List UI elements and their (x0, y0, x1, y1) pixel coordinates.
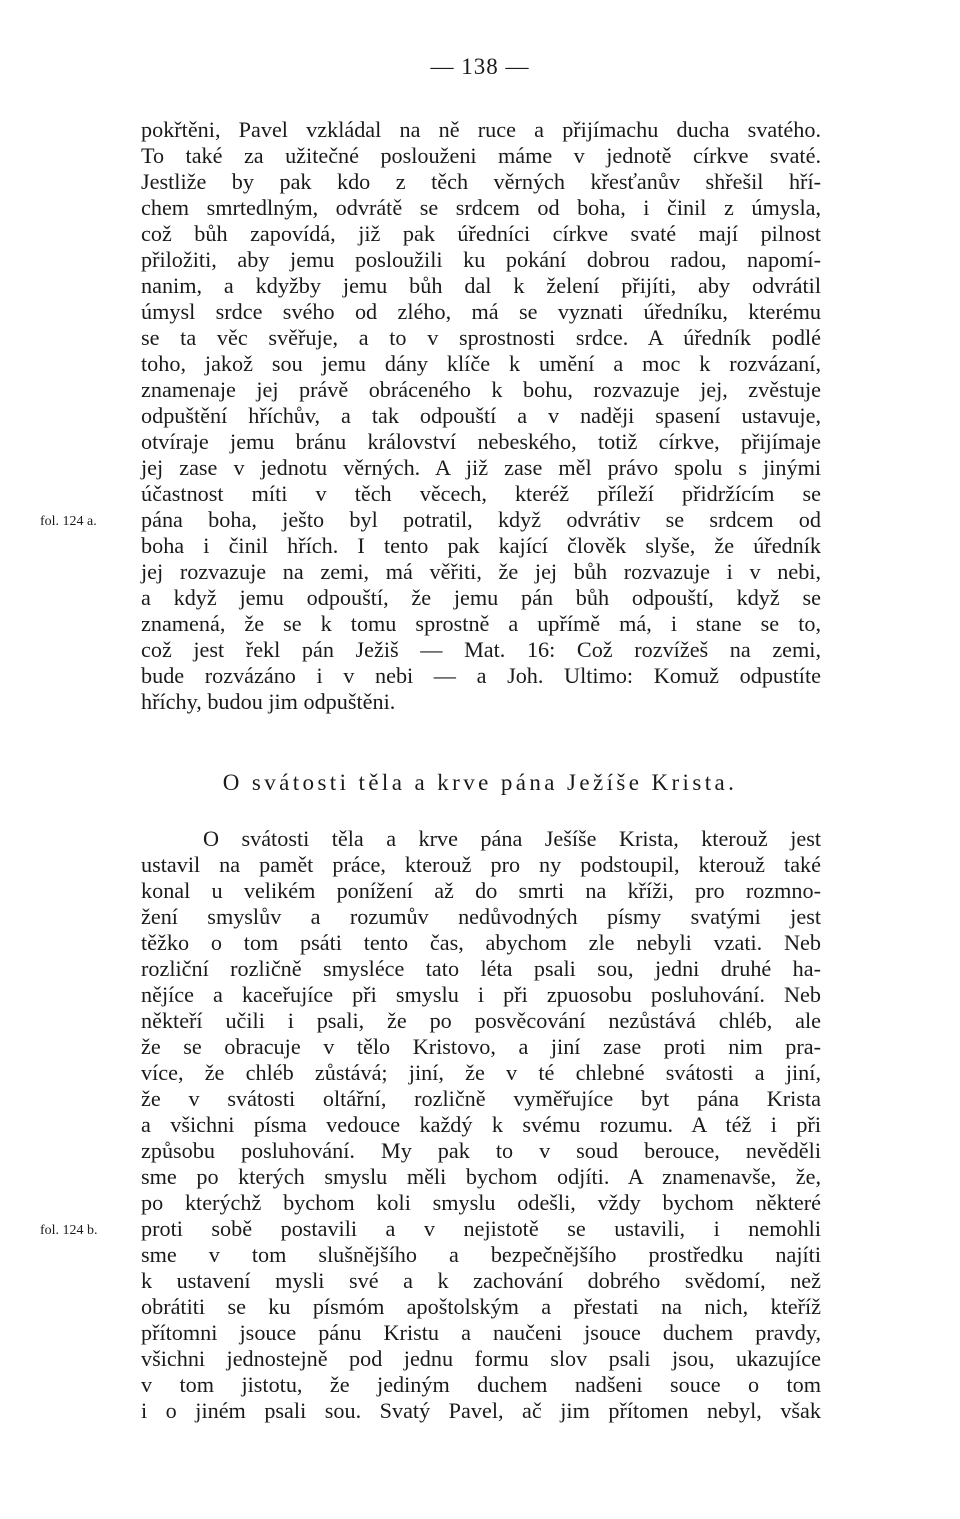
text-line: že v svátosti oltářní, rozličně vyměřujíce byt pána Krista (141, 1086, 821, 1111)
text-line: a když jemu odpouští, že jemu pán bůh odpouští, když se (141, 585, 821, 610)
text-line: což jest řekl pán Ježiš — Mat. 16: Což rozvížeš na zemi, (141, 637, 821, 662)
text-line: účastnost míti v těch věcech, kteréž příleží přidržícím se (141, 481, 821, 506)
text-line: nanim, a kdyžby jemu bůh dal k želení přijíti, aby odvrátil (141, 273, 821, 298)
text-line: více, že chléb zůstává; jiní, že v té chlebné svátosti a jiní, (141, 1060, 821, 1085)
text-line: k ustavení mysli své a k zachování dobrého svědomí, než (141, 1268, 821, 1293)
text-line: jej rozvazuje na zemi, má věřiti, že jej bůh rozvazuje i v nebi, (141, 559, 821, 584)
text-line: obrátiti se ku písmóm apoštolským a přestati na nich, kteříž (141, 1294, 821, 1319)
text-line: boha i činil hřích. I tento pak kající člověk slyše, že úředník (141, 533, 821, 558)
text-line: nějíce a kaceřujíce při smyslu i při zpuosobu posluhování. Neb (141, 982, 821, 1007)
text-line: O svátosti těla a krve pána Ješíše Krista, kterouž jest (203, 826, 821, 851)
text-line: přítomni jsouce pánu Kristu a naučeni jsouce duchem pravdy, (141, 1320, 821, 1345)
text-line: hříchy, budou jim odpuštěni. (141, 689, 396, 714)
text-line: chem smrtedlným, odvrátě se srdcem od boha, i činil z úmysla, (141, 195, 821, 220)
text-line: že se obracuje v tělo Kristovo, a jiní zase proti nim pra- (141, 1034, 821, 1059)
text-line: To také za užitečné poslouženi máme v jednotě církve svaté. (141, 143, 821, 168)
text-line: v tom jistotu, že jediným duchem nadšeni souce o tom (141, 1372, 821, 1397)
section-heading: O svátosti těla a krve pána Ježíše Krista. (222, 770, 738, 795)
text-line: způsobu posluhování. My pak to v soud berouce, nevěděli (141, 1138, 821, 1163)
margin-note-folio: fol. 124 a. (40, 514, 97, 529)
text-line: proti sobě postavili a v nejistotě se ustavili, i nemohli (141, 1216, 821, 1241)
text-line: po kterýchž bychom koli smyslu odešli, vždy bychom některé (141, 1190, 821, 1215)
text-line: rozliční rozličně smysléce tato léta psali sou, jedni druhé ha- (141, 956, 821, 981)
text-line: se ta věc svěřuje, a to v sprostnosti srdce. A úředník podlé (141, 325, 821, 350)
text-line: i o jiném psali sou. Svatý Pavel, ač jim přítomen nebyl, však (141, 1398, 821, 1423)
text-line: znamenaje jej právě obráceného k bohu, rozvazuje jej, zvěstuje (141, 377, 821, 402)
text-line: odpuštění hříchův, a tak odpouští a v naději spasení ustavuje, (141, 403, 821, 428)
text-line: přiložiti, aby jemu posloužili ku pokání dobrou radou, napomí- (141, 247, 821, 272)
text-line: znamená, že se k tomu sprostně a upřímě má, i stane se to, (141, 611, 821, 636)
text-line: žení smyslův a rozumův nedůvodných písmy svatými jest (141, 904, 821, 929)
page-number: — 138 — (430, 54, 530, 79)
text-line: otvíraje jemu bránu království nebeského, totiž církve, přijímaje (141, 429, 821, 454)
text-line: pána boha, ješto byl potratil, když odvrátiv se srdcem od (141, 507, 821, 532)
text-line: úmysl srdce svého od zlého, má se vyznati úředníku, kterému (141, 299, 821, 324)
text-line: těžko o tom psáti tento čas, abychom zle nebyli vzati. Neb (141, 930, 821, 955)
text-line: bude rozvázáno i v nebi — a Joh. Ultimo: Komuž odpustíte (141, 663, 821, 688)
text-line: pokřtěni, Pavel vzkládal na ně ruce a přijímachu ducha svatého. (141, 117, 821, 142)
text-line: a všichni písma vedouce každý k svému rozumu. A též i při (141, 1112, 821, 1137)
margin-note-folio: fol. 124 b. (40, 1223, 98, 1238)
text-line: někteří učili i psali, že po posvěcování nezůstává chléb, ale (141, 1008, 821, 1033)
text-line: sme po kterých smyslu měli bychom odjíti. A znamenavše, že, (141, 1164, 821, 1189)
text-line: což bůh zapovídá, již pak úředníci církve svaté mají pilnost (141, 221, 821, 246)
text-line: sme v tom slušnějšího a bezpečnějšího prostředku najíti (141, 1242, 821, 1267)
text-line: jej zase v jednotu věrných. A již zase měl právo spolu s jinými (141, 455, 821, 480)
text-line: konal u velikém ponížení až do smrti na kříži, pro rozmno- (141, 878, 821, 903)
text-line: ustavil na pamět práce, kterouž pro ny podstoupil, kterouž také (141, 852, 821, 877)
text-line: Jestliže by pak kdo z těch věrných křesťanův shřešil hří- (141, 169, 821, 194)
text-line: toho, jakož sou jemu dány klíče k umění a moc k rozvázaní, (141, 351, 821, 376)
text-line: všichni jednostejně pod jednu formu slov psali jsou, ukazujíce (141, 1346, 821, 1371)
